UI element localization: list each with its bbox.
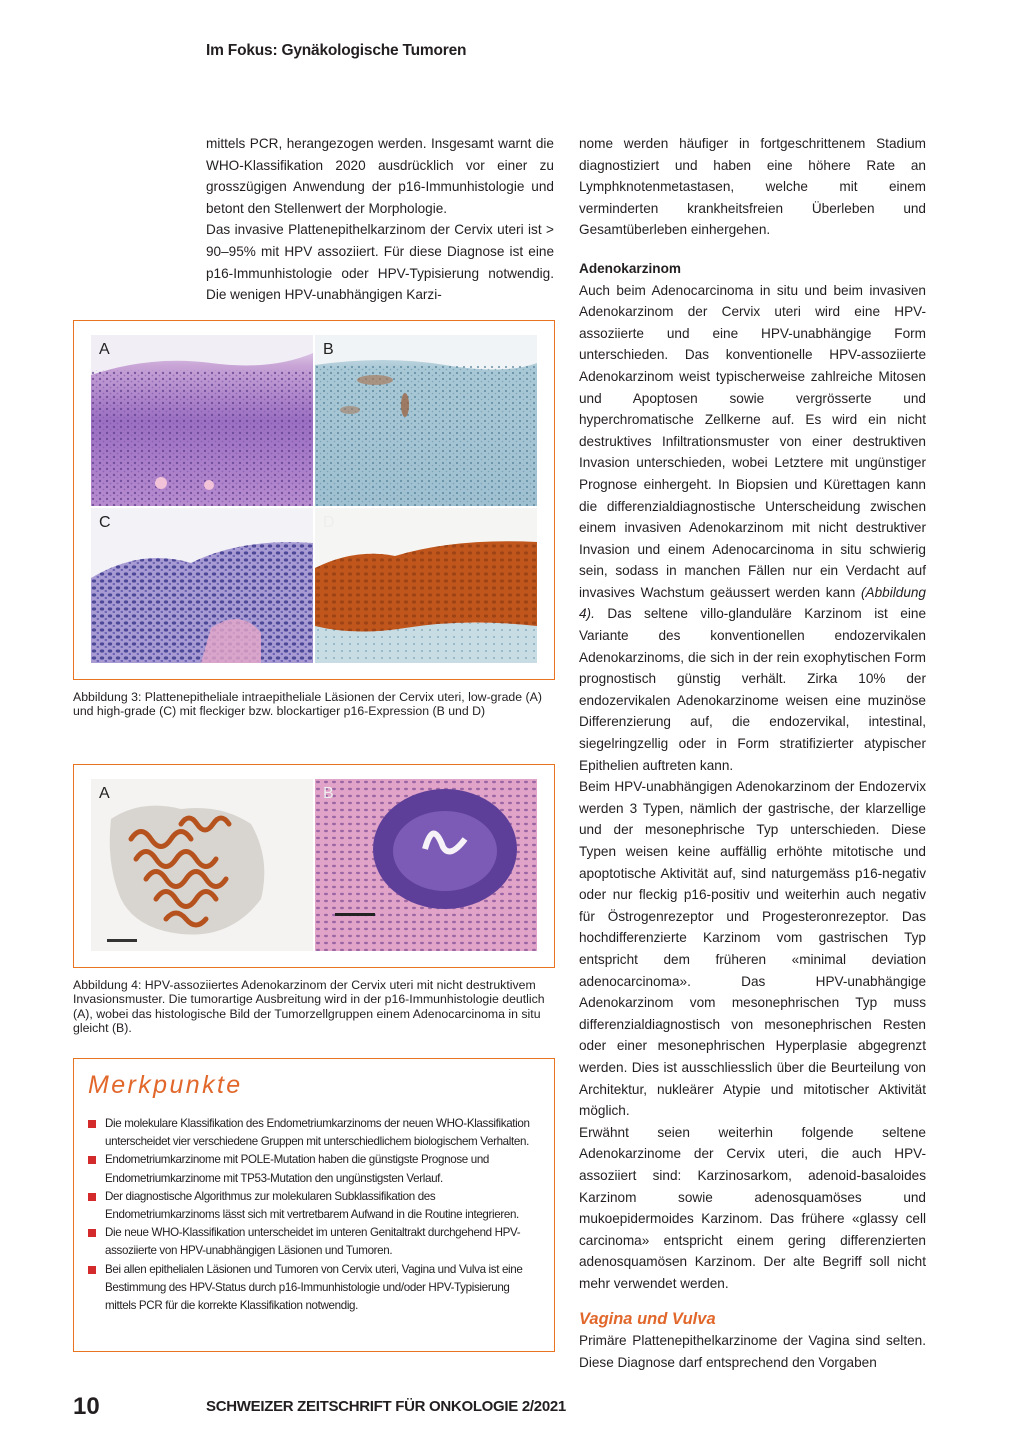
paragraph: Primäre Plattenepithelkarzinome der Vagina sind selten. Diese Diagnose darf entsprechend den Vorgaben — [579, 1333, 926, 1371]
panel-label: D — [323, 514, 335, 531]
section-heading-adenokarzinom: Adenokarzinom — [579, 260, 681, 276]
histology-image-p16-patchy — [315, 335, 537, 506]
panel-label: C — [99, 514, 111, 531]
merkpunkte-box — [73, 1058, 555, 1352]
histology-image-he-high-grade — [91, 508, 313, 663]
histology-image-p16-block — [315, 508, 537, 663]
panel-label: B — [323, 785, 334, 802]
merkpunkte-list — [88, 1115, 542, 1315]
paragraph: Das invasive Plattenepithelkarzinom der Cervix uteri ist > 90–95% mit HPV assoziiert. Für diese Diagnose ist eine p16-Immunhistologie oder HPV-Typisierung notwendig. Die wenigen HPV-unabhängigen Karzi- — [206, 222, 554, 303]
figure-3-panel-d — [315, 508, 537, 663]
list-item: Die molekulare Klassifikation des Endometriumkarzinoms der neuen WHO-Klassifikation unterscheidet vier verschiedene Gruppen mit unterschiedlichem biologischem Verhalten. — [88, 1115, 542, 1151]
left-column-text — [206, 133, 554, 306]
figure-reference: (Abbildung 4). — [579, 584, 926, 622]
figure-3-panel-b — [315, 335, 537, 506]
list-item: Bei allen epithelialen Läsionen und Tumoren von Cervix uteri, Vagina und Vulva ist eine Bestimmung des HPV-Status durch p16-Immunhistologie und/oder HPV-Typisierung mittels PCR für die korrekte Klassifikation notwendig. — [88, 1261, 542, 1316]
figure-4-panel-b — [315, 779, 537, 951]
list-item: Endometriumkarzinome mit POLE-Mutation haben die günstigste Prognose und Endometriumkarzinome mit TP53-Mutation den ungünstigsten Verlauf. — [88, 1151, 542, 1187]
figure-3 — [73, 320, 555, 680]
paragraph: Auch beim Adenocarcinoma in situ und beim invasiven Adenokarzinom der Cervix uteri wird eine HPV-assoziierte und eine HPV-unabhängige Form unterschieden. Das konventionelle HPV-assoziierte Adenokarzinom weist typischerweise zahlreiche Mitosen und Apoptosen sowie vergrösserte und hyperchromatische Zellkerne auf. Es wird ein nicht destruktives Infiltrationsmuster von einer destruktiven Invasion unterschieden, wobei Letztere mit ungünstiger Prognose einhergeht. In Biopsien und Kürettagen kann die differenzialdiagnostische Unterscheidung zwischen einem invasiven Adenokarzinom mit nicht destruktiver Invasion und einem Adenocarcinoma in situ schwierig sein, sodass in manchen Fällen nur ein Verdacht auf invasives Wachstum geäussert werden kann (Abbildung 4). Das seltene villo-glanduläre Karzinom ist eine Variante des konventionellen endozervikalen Adenokarzinoms, die sich in der rein exophytischen Form prognostisch günstig verhält. Zirka 10% der endozervikalen Adenokarzinome weisen eine muzinöse Differenzierung auf, die endozervikal, intestinal, siegelringzellig oder in Form stratifizierter atypischer Epithelien auftreten kann. — [579, 282, 926, 773]
journal-title: SCHWEIZER ZEITSCHRIFT FÜR ONKOLOGIE 2/2021 — [206, 1398, 566, 1415]
square-bullet-icon — [88, 1120, 96, 1128]
panel-label: B — [323, 341, 334, 358]
paragraph: Beim HPV-unabhängigen Adenokarzinom der Endozervix werden 3 Typen, nämlich der gastrische, der klarzellige und der mesonephrische Typ unterschieden. Diese Typen weisen keine auffällig erhöhte mitotische und apoptotische Aktivität auf, sind naturgemäss p16-negativ oder nur fleckig p16-positiv und weiterhin auch negativ für Östrogenrezeptor und Progesteronrezeptor. Das hochdifferenzierte Karzinom vom gastrischen Typ entspricht dem früheren «minimal deviation adenocarcinoma». Das HPV-unabhängige Adenokarzinom vom mesonephrischen Typ muss differenzialdiagnostisch von mesonephrischen Resten oder einer mesonephrischen Hyperplasie abgegrenzt werden. Dies ist ausschliesslich über die Beurteilung von Architektur, nukleärer Atypie und mitotischer Aktivität möglich. — [579, 779, 926, 1119]
page-number: 10 — [73, 1393, 100, 1420]
figure-3-panel-c — [91, 508, 313, 663]
histology-image-he-low-grade — [91, 335, 313, 506]
histology-image-he-adenocarcinoma-in-situ — [315, 779, 537, 951]
right-column-text — [579, 133, 926, 1374]
panel-label: A — [99, 341, 110, 358]
section-heading-vagina-vulva: Vagina und Vulva — [579, 1310, 716, 1329]
figure-4 — [73, 764, 555, 968]
paragraph: mittels PCR, herangezogen werden. Insgesamt warnt die WHO-Klassifikation 2020 ausdrücklich vor einer zu grosszügigen Anwendung der p16-Immunhistologie und betont den Stellenwert der Morphologie. — [206, 136, 554, 216]
merkpunkte-title: Merkpunkte — [88, 1071, 243, 1099]
panel-label: A — [99, 785, 110, 802]
figure-3-caption: Abbildung 3: Plattenepitheliale intraepitheliale Läsionen der Cervix uteri, low-grade (A) und high-grade (C) mit fleckiger bzw. blockartiger p16-Expression (B und D) — [73, 690, 542, 719]
histology-image-p16-adenocarcinoma — [91, 779, 313, 951]
square-bullet-icon — [88, 1266, 96, 1274]
square-bullet-icon — [88, 1229, 96, 1237]
list-item: Der diagnostische Algorithmus zur molekularen Subklassifikation des Endometriumkarzinoms lässt sich mit vertretbarem Aufwand in die Routine integrieren. — [88, 1188, 542, 1224]
paragraph: nome werden häufiger in fortgeschrittenem Stadium diagnostiziert und haben eine höhere Rate an Lymphknotenmetastasen, welche mit einem verminderten krankheitsfreien Überleben und Gesamtüberleben einhergehen. — [579, 136, 926, 238]
figure-4-caption: Abbildung 4: HPV-assoziiertes Adenokarzinom der Cervix uteri mit nicht destruktivem Invasionsmuster. Die tumorartige Ausbreitung wird in der p16-Immunhistologie deutlich (A), wobei das histologische Bild der Tumorzellgruppen einem Adenocarcinoma in situ gleicht (B). — [73, 978, 545, 1035]
square-bullet-icon — [88, 1193, 96, 1201]
figure-4-panel-a — [91, 779, 313, 951]
figure-3-panel-a — [91, 335, 313, 506]
square-bullet-icon — [88, 1156, 96, 1164]
list-item: Die neue WHO-Klassifikation unterscheidet im unteren Genitaltrakt durchgehend HPV-assoziierte von HPV-unabhängigen Läsionen und Tumoren. — [88, 1224, 542, 1260]
running-header: Im Fokus: Gynäkologische Tumoren — [206, 42, 467, 59]
paragraph: Erwähnt seien weiterhin folgende seltene Adenokarzinome der Cervix uteri, die auch HPV-assoziiert sind: Karzinosarkom, adenoid-basaloides Karzinom sowie adenosquamöses und mukoepidermoides Karzinom. Das frühere «glassy cell carcinoma» entspricht einem gering differenzierten adenosquamösen Karzinom. Der alte Begriff soll nicht mehr verwendet werden. — [579, 1124, 926, 1291]
